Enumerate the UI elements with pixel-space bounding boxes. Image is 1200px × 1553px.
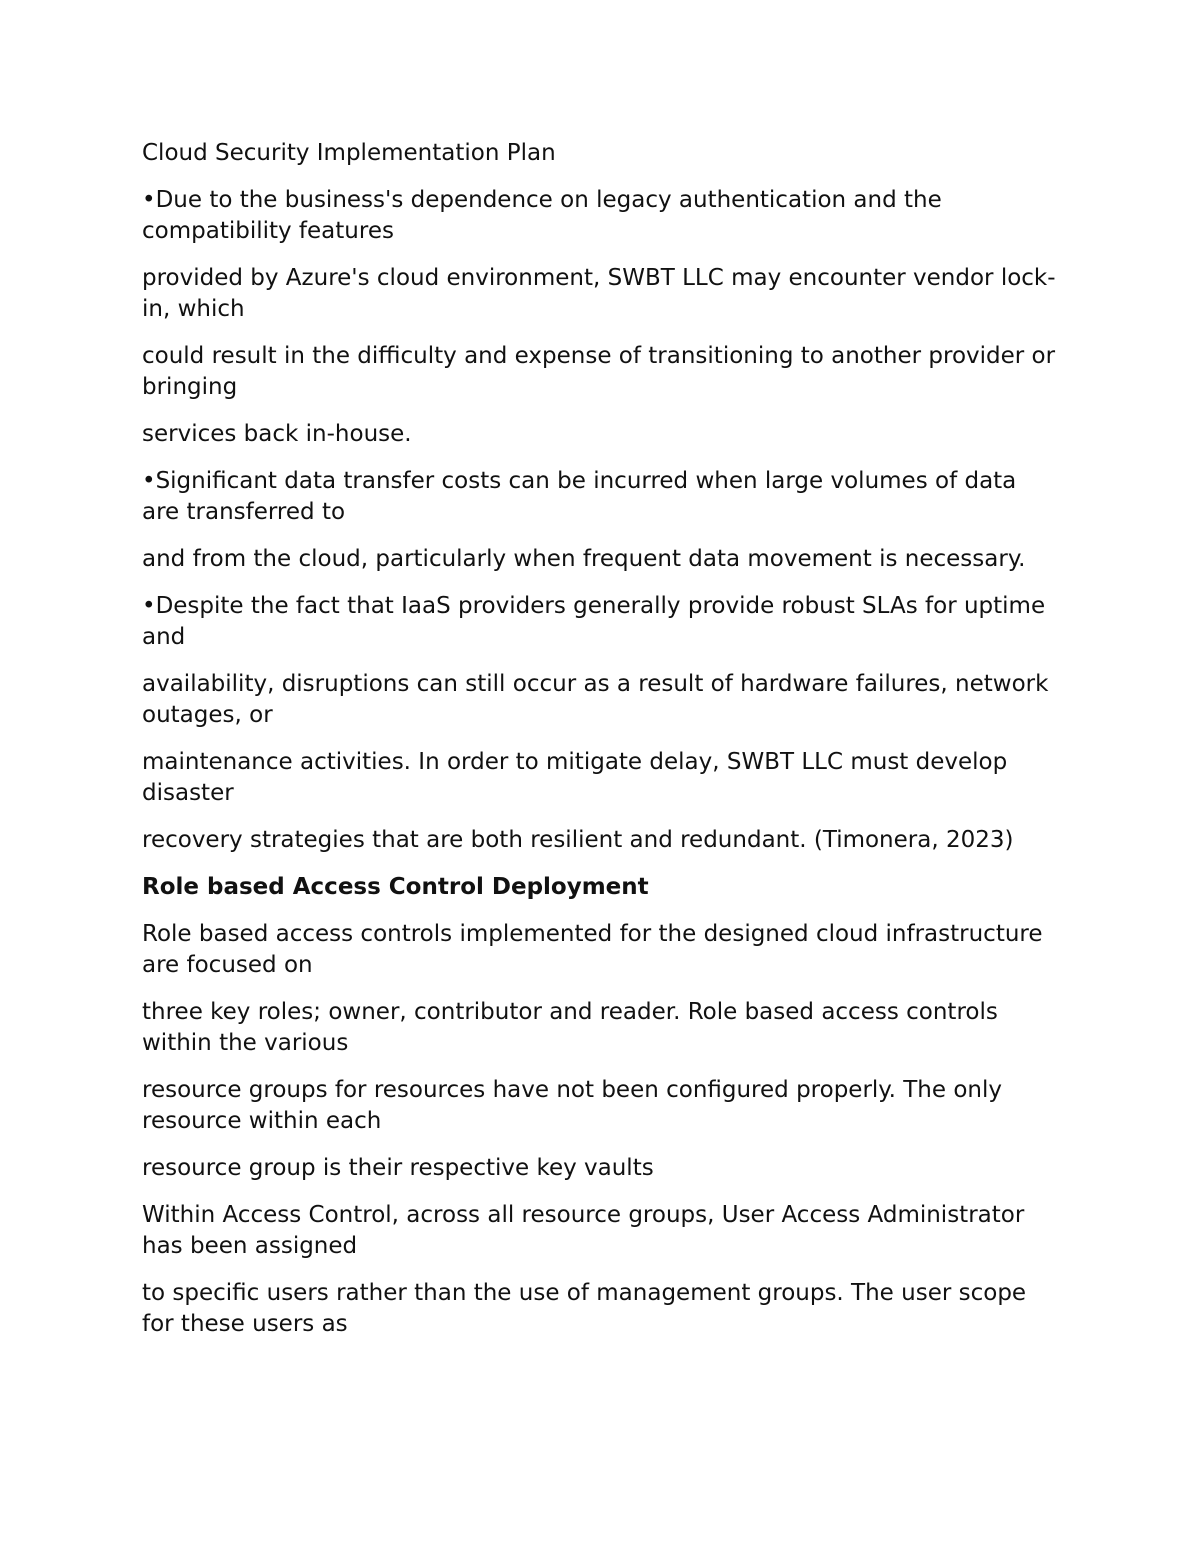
document-title: Cloud Security Implementation Plan — [142, 140, 556, 166]
paragraph: resource group is their respective key vaults — [142, 1155, 654, 1181]
paragraph: three key roles; owner, contributor and reader. Role based access controls within the various — [142, 999, 998, 1056]
paragraph: maintenance activities. In order to mitigate delay, SWBT LLC must develop disaster — [142, 749, 1008, 806]
section-heading: Role based Access Control Deployment — [142, 874, 649, 900]
paragraph: •Despite the fact that IaaS providers generally provide robust SLAs for uptime and — [142, 593, 1046, 650]
paragraph: resource groups for resources have not been configured properly. The only resource within each — [142, 1077, 1002, 1134]
paragraph: Role based access controls implemented for the designed cloud infrastructure are focused on — [142, 921, 1043, 978]
paragraph: to specific users rather than the use of management groups. The user scope for these users as — [142, 1280, 1027, 1337]
paragraph: provided by Azure's cloud environment, SWBT LLC may encounter vendor lock-in, which — [142, 265, 1056, 322]
document-page — [142, 138, 1057, 1356]
paragraph: •Significant data transfer costs can be incurred when large volumes of data are transferred to — [142, 468, 1017, 525]
paragraph: recovery strategies that are both resilient and redundant. (Timonera, 2023) — [142, 827, 1014, 853]
paragraph: •Due to the business's dependence on legacy authentication and the compatibility features — [142, 187, 942, 244]
paragraph: and from the cloud, particularly when frequent data movement is necessary. — [142, 546, 1026, 572]
paragraph: services back in-house. — [142, 421, 412, 447]
paragraph: could result in the difficulty and expense of transitioning to another provider or bringing — [142, 343, 1056, 400]
paragraph: availability, disruptions can still occur as a result of hardware failures, network outages, or — [142, 671, 1049, 728]
paragraph: Within Access Control, across all resource groups, User Access Administrator has been assigned — [142, 1202, 1025, 1259]
